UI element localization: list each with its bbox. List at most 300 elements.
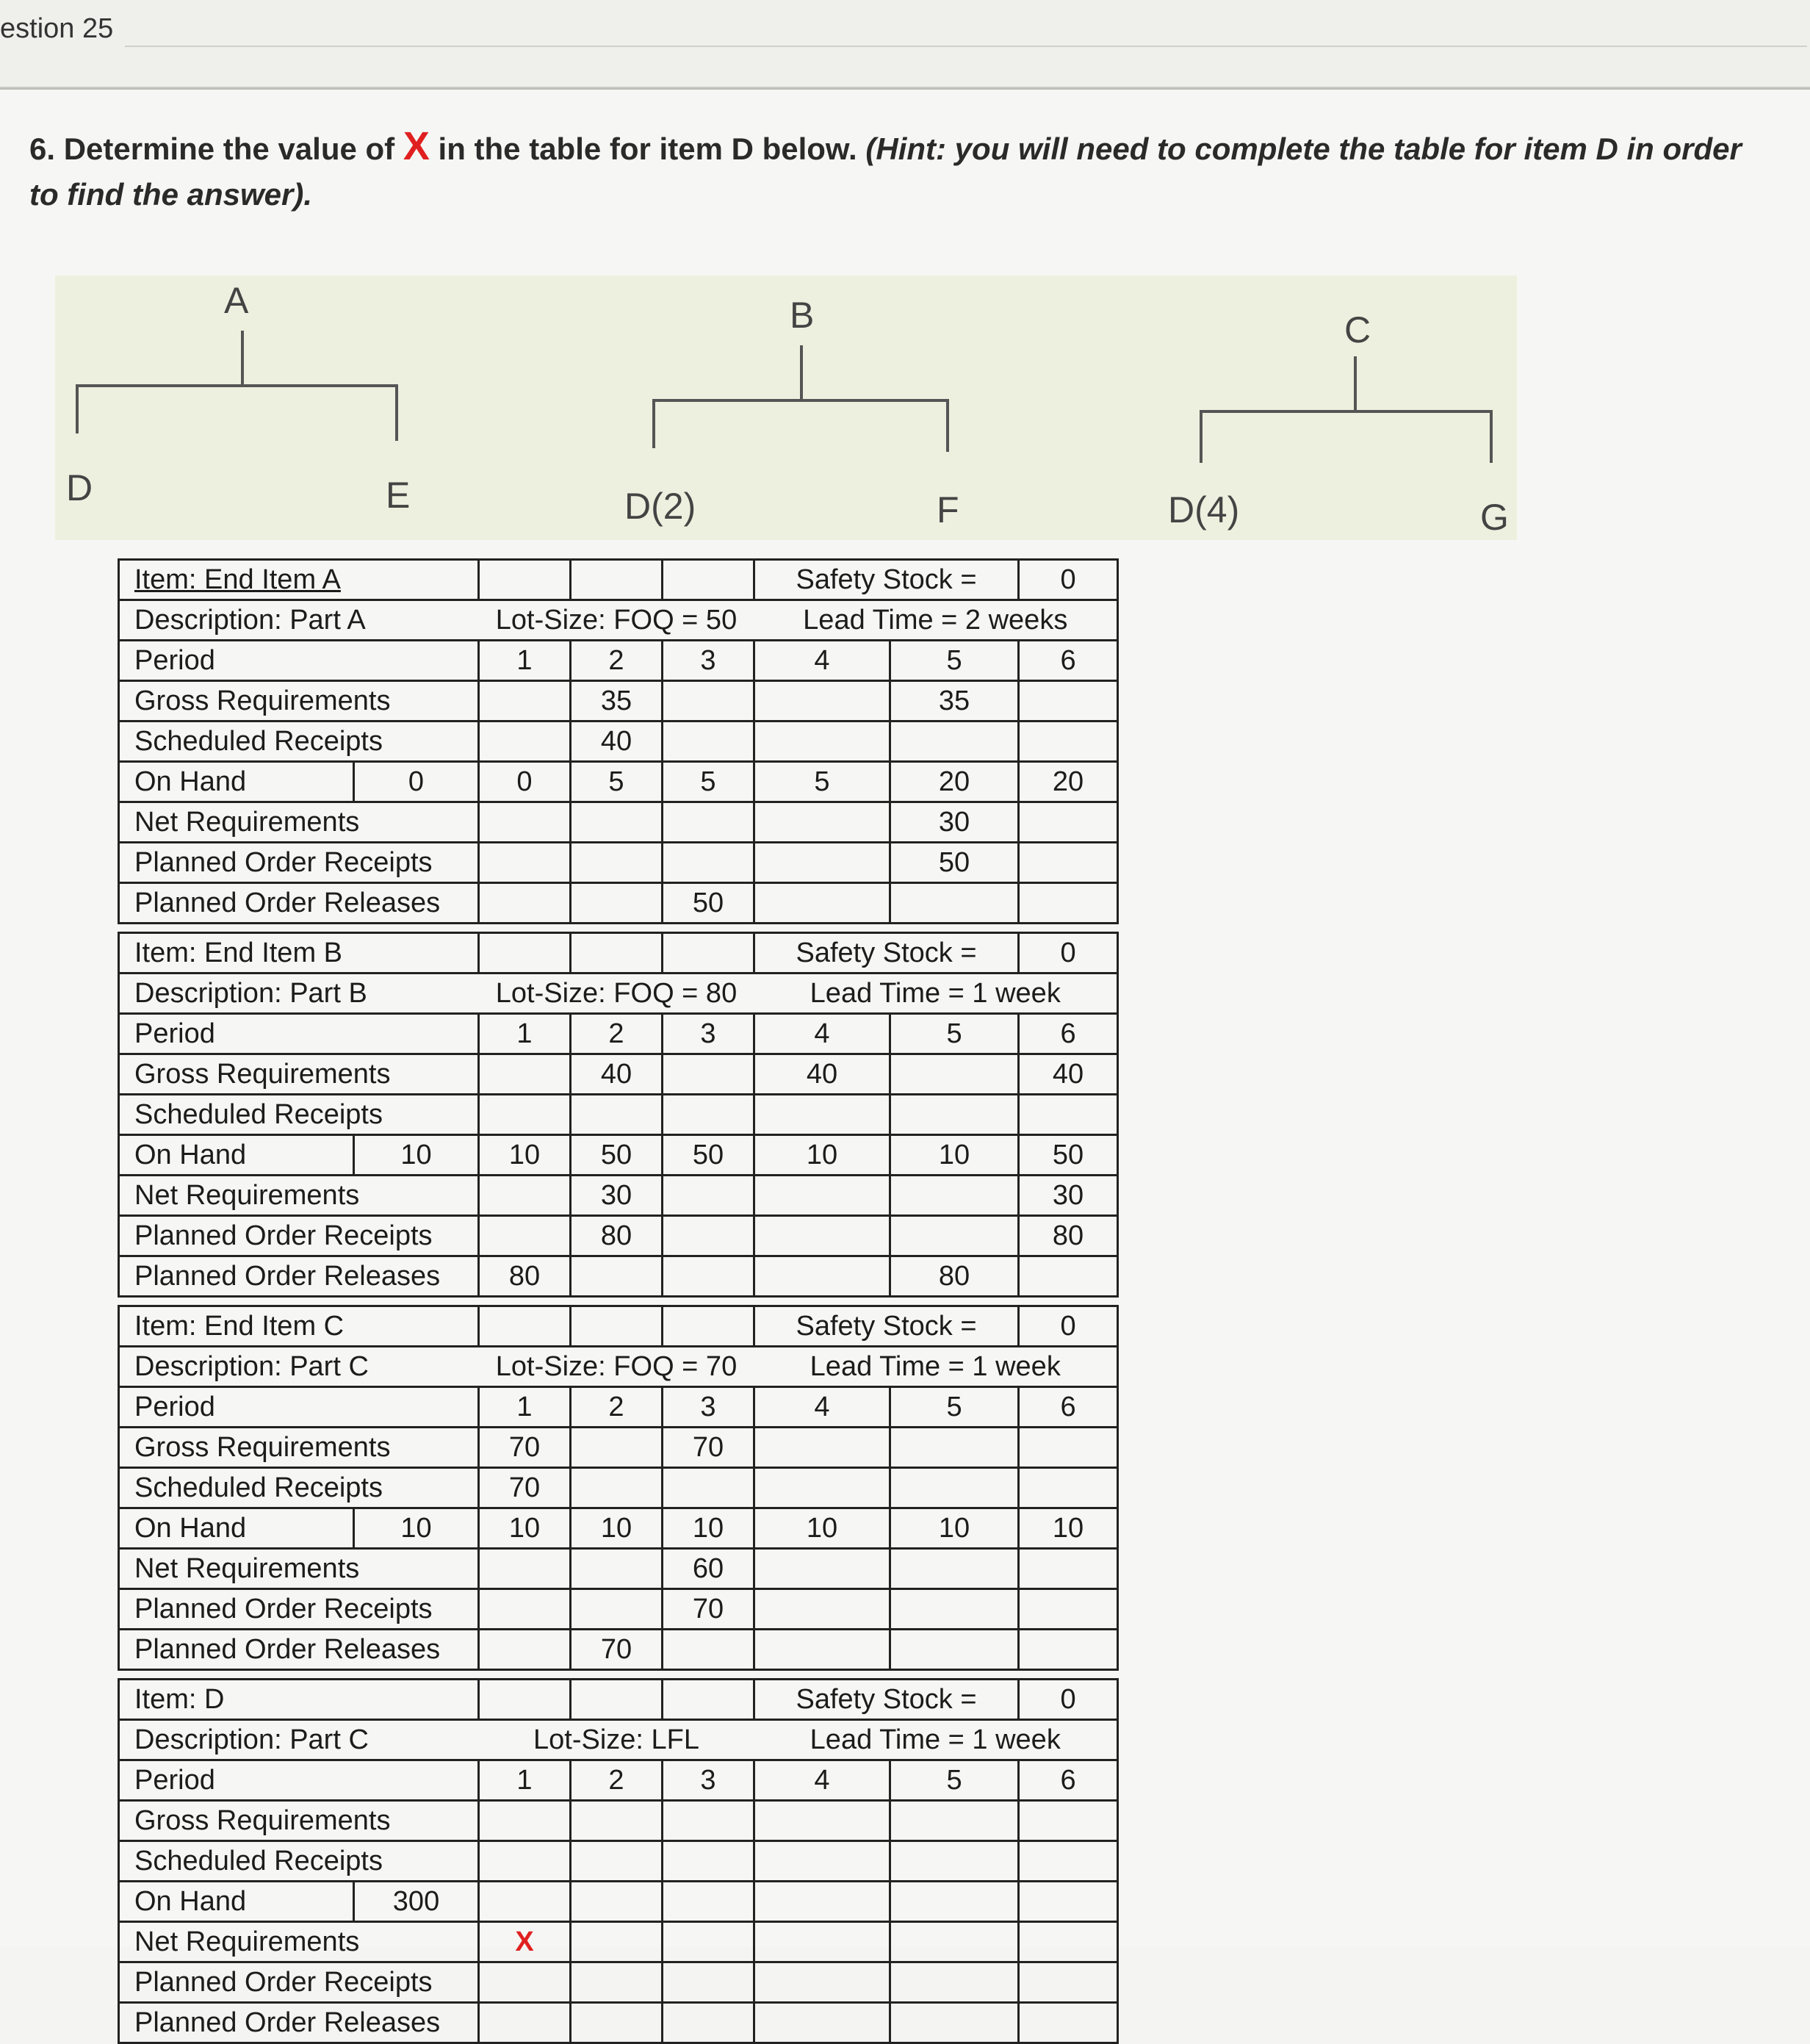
scheduled-receipts-period-3 [663, 1095, 754, 1135]
net-requirements-period-6 [1019, 1922, 1118, 1962]
period-5: 5 [890, 1387, 1019, 1428]
gross-requirements-period-2: 35 [571, 681, 663, 721]
gross-requirements-row [119, 1054, 1118, 1095]
scheduled-receipts-period-6 [1019, 1095, 1118, 1135]
period-3: 3 [663, 1387, 754, 1428]
planned-order-receipts-period-2 [571, 843, 663, 883]
mrp-worksheet [118, 558, 1117, 2038]
section-gap [119, 1670, 1118, 1680]
bom-node-a-d: D [66, 467, 93, 508]
period-row [119, 1760, 1118, 1801]
question-text-before: Determine the value of [63, 132, 395, 166]
period-1: 1 [479, 641, 571, 681]
scheduled-receipts-period-6 [1019, 1841, 1118, 1882]
on-hand-period-1: 10 [479, 1135, 571, 1176]
planned-order-releases-period-1 [479, 1630, 571, 1670]
x-mark: X [403, 124, 430, 168]
planned-order-releases-period-6 [1019, 1630, 1118, 1670]
period-2: 2 [571, 1387, 663, 1428]
scheduled-receipts-period-4 [754, 1841, 890, 1882]
net-requirements-period-5: 30 [890, 802, 1019, 843]
planned-order-receipts-period-3 [663, 1962, 754, 2003]
planned-order-releases-period-2 [571, 883, 663, 924]
net-requirements-period-3: 60 [663, 1549, 754, 1589]
gross-requirements-period-5 [890, 1428, 1019, 1468]
period-6: 6 [1019, 1387, 1118, 1428]
gross-requirements-period-4 [754, 1428, 890, 1468]
net-requirements-row [119, 1922, 1118, 1962]
net-requirements-label: Net Requirements [119, 1549, 479, 1589]
item-name: Item: End Item A [119, 560, 479, 600]
net-requirements-label: Net Requirements [119, 1176, 479, 1216]
period-6: 6 [1019, 1760, 1118, 1801]
planned-order-releases-row [119, 883, 1118, 924]
planned-order-receipts-period-6 [1019, 843, 1118, 883]
lot-size: Lot-Size: LFL [479, 1720, 754, 1760]
gross-requirements-period-5 [890, 1801, 1019, 1841]
net-requirements-label: Net Requirements [119, 1922, 479, 1962]
item-name: Item: D [119, 1680, 479, 1720]
item-description-row [119, 1720, 1118, 1760]
item-description: Description: Part C [119, 1347, 479, 1387]
net-requirements-period-6 [1019, 1549, 1118, 1589]
bom-node-b-d2: D(2) [624, 486, 696, 527]
on-hand-period-3: 10 [663, 1508, 754, 1549]
bom-node-a: A [224, 280, 249, 321]
on-hand-period-6: 50 [1019, 1135, 1118, 1176]
net-requirements-row [119, 1176, 1118, 1216]
question-number: 6. [29, 132, 56, 166]
planned-order-releases-period-6 [1019, 1256, 1118, 1297]
item-description-row [119, 600, 1118, 641]
planned-order-releases-label: Planned Order Releases [119, 1256, 479, 1297]
safety-stock-value: 0 [1019, 933, 1118, 974]
scheduled-receipts-period-5 [890, 1095, 1019, 1135]
bom-b-connector [654, 345, 948, 452]
planned-order-receipts-row [119, 843, 1118, 883]
bom-a-connector [77, 331, 397, 441]
header-blank-cell [571, 1680, 663, 1720]
planned-order-receipts-period-2 [571, 1589, 663, 1630]
net-requirements-period-2 [571, 1549, 663, 1589]
scheduled-receipts-row [119, 1841, 1118, 1882]
gross-requirements-period-3 [663, 1054, 754, 1095]
scheduled-receipts-label: Scheduled Receipts [119, 1841, 479, 1882]
gross-requirements-period-6 [1019, 681, 1118, 721]
scheduled-receipts-row [119, 1095, 1118, 1135]
period-3: 3 [663, 1760, 754, 1801]
item-description: Description: Part B [119, 974, 479, 1014]
planned-order-releases-period-3 [663, 1630, 754, 1670]
bom-node-c: C [1344, 309, 1371, 350]
header-divider [125, 46, 1807, 47]
safety-stock-label: Safety Stock = [754, 560, 1019, 600]
bom-diagram [55, 276, 1517, 540]
initial-on-hand: 300 [354, 1882, 479, 1922]
gross-requirements-period-2 [571, 1428, 663, 1468]
planned-order-releases-row [119, 1630, 1118, 1670]
on-hand-period-5: 10 [890, 1135, 1019, 1176]
planned-order-releases-period-2 [571, 2003, 663, 2043]
gross-requirements-row [119, 681, 1118, 721]
net-requirements-period-1 [479, 1176, 571, 1216]
bom-node-a-e: E [386, 475, 411, 516]
gross-requirements-label: Gross Requirements [119, 1801, 479, 1841]
scheduled-receipts-period-2 [571, 1468, 663, 1508]
initial-on-hand: 0 [354, 762, 479, 802]
bom-c-connector [1201, 356, 1491, 463]
scheduled-receipts-period-2 [571, 1095, 663, 1135]
x-mark-cell: X [479, 1922, 571, 1962]
header-blank-cell [571, 933, 663, 974]
planned-order-releases-label: Planned Order Releases [119, 1630, 479, 1670]
period-5: 5 [890, 1014, 1019, 1054]
safety-stock-label: Safety Stock = [754, 1306, 1019, 1347]
period-2: 2 [571, 641, 663, 681]
header-blank-cell [479, 560, 571, 600]
gross-requirements-label: Gross Requirements [119, 681, 479, 721]
on-hand-period-2 [571, 1882, 663, 1922]
scheduled-receipts-row [119, 1468, 1118, 1508]
header-blank-cell [479, 1306, 571, 1347]
safety-stock-value: 0 [1019, 1680, 1118, 1720]
safety-stock-label: Safety Stock = [754, 1680, 1019, 1720]
scheduled-receipts-period-3 [663, 721, 754, 762]
planned-order-receipts-label: Planned Order Receipts [119, 843, 479, 883]
scheduled-receipts-period-2 [571, 1841, 663, 1882]
lot-size: Lot-Size: FOQ = 50 [479, 600, 754, 641]
planned-order-releases-period-5 [890, 1630, 1019, 1670]
planned-order-receipts-period-4 [754, 843, 890, 883]
planned-order-receipts-period-2 [571, 1962, 663, 2003]
planned-order-receipts-period-4 [754, 1216, 890, 1256]
header-blank-cell [479, 933, 571, 974]
question-prompt [29, 123, 1763, 217]
on-hand-period-5 [890, 1882, 1019, 1922]
on-hand-row [119, 1882, 1118, 1922]
bom-node-b-f: F [937, 489, 959, 530]
planned-order-releases-period-1 [479, 2003, 571, 2043]
item-description-row [119, 1347, 1118, 1387]
item-description: Description: Part C [119, 1720, 479, 1760]
on-hand-label: On Hand [119, 1882, 354, 1922]
planned-order-receipts-period-1 [479, 1216, 571, 1256]
period-2: 2 [571, 1014, 663, 1054]
scheduled-receipts-row [119, 721, 1118, 762]
item-description-row [119, 974, 1118, 1014]
scheduled-receipts-label: Scheduled Receipts [119, 1468, 479, 1508]
planned-order-releases-period-4 [754, 1256, 890, 1297]
period-label: Period [119, 1014, 479, 1054]
net-requirements-period-2 [571, 802, 663, 843]
gross-requirements-period-3 [663, 681, 754, 721]
on-hand-period-4: 10 [754, 1135, 890, 1176]
period-4: 4 [754, 641, 890, 681]
planned-order-receipts-label: Planned Order Receipts [119, 1962, 479, 2003]
gross-requirements-period-5 [890, 1054, 1019, 1095]
period-1: 1 [479, 1014, 571, 1054]
initial-on-hand: 10 [354, 1508, 479, 1549]
scheduled-receipts-period-5 [890, 1841, 1019, 1882]
planned-order-releases-period-6 [1019, 2003, 1118, 2043]
planned-order-receipts-period-1 [479, 843, 571, 883]
planned-order-receipts-period-5 [890, 1216, 1019, 1256]
planned-order-receipts-period-5 [890, 1962, 1019, 2003]
scheduled-receipts-period-4 [754, 1468, 890, 1508]
scheduled-receipts-label: Scheduled Receipts [119, 1095, 479, 1135]
on-hand-period-5: 10 [890, 1508, 1019, 1549]
item-header-row [119, 560, 1118, 600]
period-1: 1 [479, 1387, 571, 1428]
planned-order-releases-period-3: 50 [663, 883, 754, 924]
gross-requirements-period-1: 70 [479, 1428, 571, 1468]
gross-requirements-label: Gross Requirements [119, 1054, 479, 1095]
planned-order-receipts-period-3 [663, 843, 754, 883]
planned-order-receipts-row [119, 1589, 1118, 1630]
planned-order-releases-period-6 [1019, 883, 1118, 924]
gross-requirements-period-3: 70 [663, 1428, 754, 1468]
gross-requirements-period-2 [571, 1801, 663, 1841]
scheduled-receipts-period-1 [479, 721, 571, 762]
net-requirements-period-6 [1019, 802, 1118, 843]
planned-order-receipts-period-6: 80 [1019, 1216, 1118, 1256]
period-label: Period [119, 1387, 479, 1428]
planned-order-receipts-row [119, 1962, 1118, 2003]
scheduled-receipts-period-6 [1019, 1468, 1118, 1508]
planned-order-releases-period-3 [663, 1256, 754, 1297]
gross-requirements-period-1 [479, 1054, 571, 1095]
planned-order-receipts-period-4 [754, 1962, 890, 2003]
planned-order-releases-period-2 [571, 1256, 663, 1297]
scheduled-receipts-period-4 [754, 721, 890, 762]
header-blank-cell [663, 560, 754, 600]
period-3: 3 [663, 1014, 754, 1054]
net-requirements-period-3 [663, 802, 754, 843]
header-blank-cell [663, 1306, 754, 1347]
safety-stock-value: 0 [1019, 560, 1118, 600]
gross-requirements-period-1 [479, 681, 571, 721]
gross-requirements-label: Gross Requirements [119, 1428, 479, 1468]
gross-requirements-row [119, 1428, 1118, 1468]
planned-order-receipts-period-4 [754, 1589, 890, 1630]
planned-order-releases-period-1 [479, 883, 571, 924]
gross-requirements-period-6: 40 [1019, 1054, 1118, 1095]
on-hand-period-4 [754, 1882, 890, 1922]
header-blank-cell [663, 1680, 754, 1720]
question-header-title: estion 25 [0, 13, 114, 44]
planned-order-releases-period-3 [663, 2003, 754, 2043]
gross-requirements-period-4: 40 [754, 1054, 890, 1095]
period-5: 5 [890, 1760, 1019, 1801]
item-header-row [119, 1306, 1118, 1347]
question-hint: (Hint: you will need to complete the table for item D in order to find the answer). [29, 132, 1742, 212]
scheduled-receipts-period-1 [479, 1095, 571, 1135]
net-requirements-label: Net Requirements [119, 802, 479, 843]
planned-order-receipts-period-3: 70 [663, 1589, 754, 1630]
planned-order-releases-label: Planned Order Releases [119, 883, 479, 924]
lead-time: Lead Time = 1 week [754, 1720, 1118, 1760]
browser-header [0, 0, 1810, 89]
scheduled-receipts-period-1 [479, 1841, 571, 1882]
planned-order-receipts-period-1 [479, 1589, 571, 1630]
section-gap [119, 924, 1118, 933]
scheduled-receipts-period-5 [890, 721, 1019, 762]
planned-order-releases-period-2: 70 [571, 1630, 663, 1670]
planned-order-receipts-period-2: 80 [571, 1216, 663, 1256]
question-text-after: in the table for item D below. [438, 132, 857, 166]
planned-order-receipts-period-5: 50 [890, 843, 1019, 883]
net-requirements-period-2: 30 [571, 1176, 663, 1216]
on-hand-period-6 [1019, 1882, 1118, 1922]
on-hand-period-4: 10 [754, 1508, 890, 1549]
scheduled-receipts-period-3 [663, 1468, 754, 1508]
planned-order-receipts-period-6 [1019, 1962, 1118, 2003]
period-4: 4 [754, 1014, 890, 1054]
item-header-row [119, 1680, 1118, 1720]
scheduled-receipts-period-2: 40 [571, 721, 663, 762]
scheduled-receipts-period-1: 70 [479, 1468, 571, 1508]
period-4: 4 [754, 1387, 890, 1428]
planned-order-receipts-row [119, 1216, 1118, 1256]
net-requirements-period-5 [890, 1922, 1019, 1962]
planned-order-receipts-period-1 [479, 1962, 571, 2003]
on-hand-period-1: 10 [479, 1508, 571, 1549]
on-hand-period-3: 50 [663, 1135, 754, 1176]
planned-order-receipts-period-5 [890, 1589, 1019, 1630]
section-gap [119, 1297, 1118, 1306]
on-hand-row [119, 1135, 1118, 1176]
scheduled-receipts-period-6 [1019, 721, 1118, 762]
gross-requirements-period-6 [1019, 1428, 1118, 1468]
item-name: Item: End Item C [119, 1306, 479, 1347]
net-requirements-period-1 [479, 1549, 571, 1589]
initial-on-hand: 10 [354, 1135, 479, 1176]
scheduled-receipts-period-3 [663, 1841, 754, 1882]
item-description: Description: Part A [119, 600, 479, 641]
period-4: 4 [754, 1760, 890, 1801]
on-hand-period-1 [479, 1882, 571, 1922]
on-hand-period-5: 20 [890, 762, 1019, 802]
planned-order-releases-period-5 [890, 2003, 1019, 2043]
net-requirements-period-1 [479, 802, 571, 843]
period-row [119, 641, 1118, 681]
period-1: 1 [479, 1760, 571, 1801]
planned-order-releases-period-1: 80 [479, 1256, 571, 1297]
lead-time: Lead Time = 1 week [754, 1347, 1118, 1387]
gross-requirements-period-5: 35 [890, 681, 1019, 721]
lot-size: Lot-Size: FOQ = 80 [479, 974, 754, 1014]
on-hand-label: On Hand [119, 762, 354, 802]
planned-order-receipts-label: Planned Order Receipts [119, 1216, 479, 1256]
period-3: 3 [663, 641, 754, 681]
planned-order-releases-row [119, 2003, 1118, 2043]
on-hand-period-2: 10 [571, 1508, 663, 1549]
planned-order-receipts-period-3 [663, 1216, 754, 1256]
net-requirements-row [119, 802, 1118, 843]
mrp-table [118, 558, 1119, 2044]
net-requirements-period-2 [571, 1922, 663, 1962]
on-hand-period-1: 0 [479, 762, 571, 802]
planned-order-releases-period-4 [754, 2003, 890, 2043]
on-hand-label: On Hand [119, 1508, 354, 1549]
bom-node-c-d4: D(4) [1168, 489, 1240, 530]
net-requirements-period-4 [754, 1176, 890, 1216]
period-row [119, 1387, 1118, 1428]
lead-time: Lead Time = 2 weeks [754, 600, 1118, 641]
planned-order-receipts-label: Planned Order Receipts [119, 1589, 479, 1630]
item-name: Item: End Item B [119, 933, 479, 974]
gross-requirements-period-1 [479, 1801, 571, 1841]
header-blank-cell [479, 1680, 571, 1720]
header-blank-cell [571, 1306, 663, 1347]
gross-requirements-period-4 [754, 681, 890, 721]
scheduled-receipts-period-4 [754, 1095, 890, 1135]
net-requirements-row [119, 1549, 1118, 1589]
on-hand-period-6: 20 [1019, 762, 1118, 802]
scheduled-receipts-label: Scheduled Receipts [119, 721, 479, 762]
net-requirements-period-4 [754, 1549, 890, 1589]
planned-order-releases-row [119, 1256, 1118, 1297]
gross-requirements-period-6 [1019, 1801, 1118, 1841]
period-2: 2 [571, 1760, 663, 1801]
planned-order-releases-period-4 [754, 883, 890, 924]
gross-requirements-row [119, 1801, 1118, 1841]
bom-connectors [55, 276, 1517, 540]
on-hand-row [119, 1508, 1118, 1549]
period-label: Period [119, 641, 479, 681]
on-hand-period-6: 10 [1019, 1508, 1118, 1549]
net-requirements-period-4 [754, 802, 890, 843]
net-requirements-period-3 [663, 1176, 754, 1216]
on-hand-period-3: 5 [663, 762, 754, 802]
period-5: 5 [890, 641, 1019, 681]
lot-size: Lot-Size: FOQ = 70 [479, 1347, 754, 1387]
planned-order-releases-period-5: 80 [890, 1256, 1019, 1297]
planned-order-releases-period-4 [754, 1630, 890, 1670]
gross-requirements-period-3 [663, 1801, 754, 1841]
header-blank-cell [663, 933, 754, 974]
on-hand-label: On Hand [119, 1135, 354, 1176]
on-hand-period-3 [663, 1882, 754, 1922]
on-hand-period-2: 5 [571, 762, 663, 802]
planned-order-releases-period-5 [890, 883, 1019, 924]
period-6: 6 [1019, 1014, 1118, 1054]
net-requirements-period-3 [663, 1922, 754, 1962]
planned-order-releases-label: Planned Order Releases [119, 2003, 479, 2043]
period-row [119, 1014, 1118, 1054]
net-requirements-period-6: 30 [1019, 1176, 1118, 1216]
net-requirements-period-5 [890, 1176, 1019, 1216]
on-hand-row [119, 762, 1118, 802]
safety-stock-value: 0 [1019, 1306, 1118, 1347]
period-6: 6 [1019, 641, 1118, 681]
net-requirements-period-4 [754, 1922, 890, 1962]
on-hand-period-4: 5 [754, 762, 890, 802]
net-requirements-period-5 [890, 1549, 1019, 1589]
safety-stock-label: Safety Stock = [754, 933, 1019, 974]
period-label: Period [119, 1760, 479, 1801]
gross-requirements-period-2: 40 [571, 1054, 663, 1095]
bom-node-b: B [790, 295, 815, 336]
item-header-row [119, 933, 1118, 974]
on-hand-period-2: 50 [571, 1135, 663, 1176]
scheduled-receipts-period-5 [890, 1468, 1019, 1508]
lead-time: Lead Time = 1 week [754, 974, 1118, 1014]
header-blank-cell [571, 560, 663, 600]
planned-order-receipts-period-6 [1019, 1589, 1118, 1630]
bom-node-c-g: G [1480, 497, 1509, 538]
gross-requirements-period-4 [754, 1801, 890, 1841]
